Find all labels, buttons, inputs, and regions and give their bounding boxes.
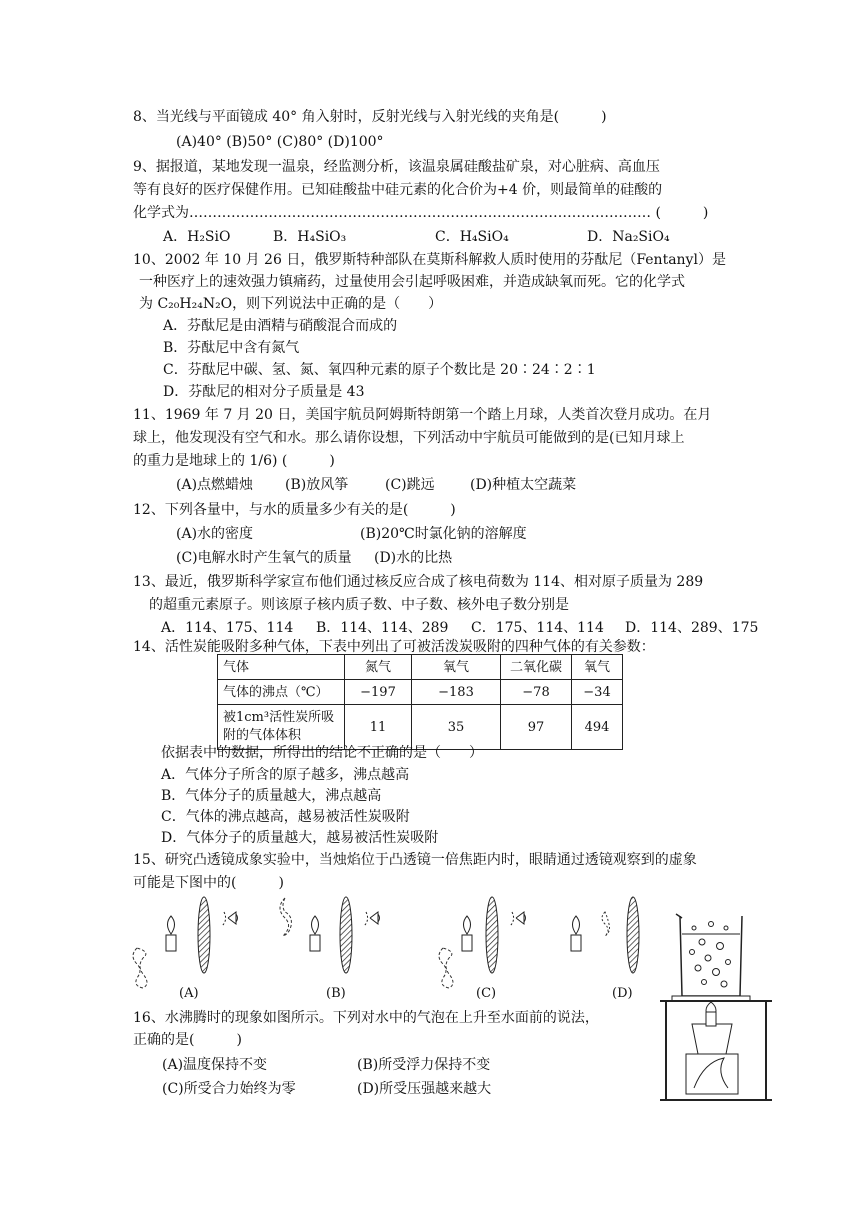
q12-option-d: (D)水的比热 [374,550,453,566]
q9-line3: 化学式为……………………………………………………………………………………… ( ) [133,205,709,221]
table-cell: 气体 [218,655,345,680]
figure-c-lens-setup [439,897,526,988]
q11-line3: 的重力是地球上的 1/6) ( ) [133,453,335,469]
q11-option-b: (B)放风筝 [285,477,349,493]
q9-line1: 9、据报道，某地发现一温泉，经监测分析，该温泉属硅酸盐矿泉，对心脏病、高血压 [133,159,660,175]
q9-option-d: D．Na₂SiO₄ [587,229,670,245]
q10-option-b: B．芬酞尼中含有氮气 [163,340,300,356]
q9-line2: 等有良好的医疗保健作用。已知硅酸盐中硅元素的化合价为+4 价，则最简单的硅酸的 [133,182,663,198]
q10-line1: 10、2002 年 10 月 26 日，俄罗斯特种部队在莫斯科解救人质时使用的芬酞尼（Fentanyl）是 [133,252,726,268]
q14-question: 依据表中的数据，所得出的结论不正确的是（ ） [161,745,483,761]
figure-b-lens-setup [280,897,380,973]
q10-option-a: A．芬酞尼是由酒精与硝酸混合而成的 [163,318,398,334]
table-cell: 494 [572,705,623,750]
table-cell: 氧气 [572,655,623,680]
q14-option-d: D．气体分子的质量越大，越易被活性炭吸附 [161,830,439,846]
boiling-water-apparatus [656,912,776,1102]
figure-label-d: (D) [612,986,633,1001]
q9-option-c: C．H₄SiO₄ [435,229,509,245]
figure-label-b: (B) [326,986,346,1001]
table-cell: 气体的沸点（℃） [218,680,345,705]
q9-option-b: B．H₄SiO₃ [273,229,347,245]
q13-option-d: D．114、289、175 [625,620,759,636]
q9-option-a: A．H₂SiO [163,229,231,245]
q11-line2: 球上，他发现没有空气和水。那么请你设想，下列活动中宇航员可能做到的是(已知月球上 [133,430,685,446]
q13-option-c: C．175、114、114 [471,620,604,636]
q13-line2: 的超重元素原子。则该原子核内质子数、中子数、核外电子数分别是 [149,597,569,613]
q8-options: (A)40° (B)50° (C)80° (D)100° [176,134,384,150]
q16-option-d: (D)所受压强越来越大 [357,1081,492,1097]
q13-option-b: B．114、114、289 [316,620,449,636]
q10-option-c: C．芬酞尼中碳、氢、氮、氧四种元素的原子个数比是 20∶24∶2∶1 [163,362,596,378]
q10-option-d: D．芬酞尼的相对分子质量是 43 [163,384,365,400]
table-row [218,705,623,750]
table-row [218,680,623,705]
table-cell: 氮气 [345,655,412,680]
q14-option-a: A．气体分子所含的原子越多，沸点越高 [161,767,410,783]
table-cell: 氧气 [412,655,501,680]
q14-option-c: C．气体的沸点越高，越易被活性炭吸附 [161,809,410,825]
table-cell: −78 [501,680,572,705]
q11-option-d: (D)种植太空蔬菜 [470,477,577,493]
q11-line1: 11、1969 年 7 月 20 日，美国宇航员阿姆斯特朗第一个踏上月球，人类首次登月成功。在月 [133,407,712,423]
q16-option-c: (C)所受合力始终为零 [162,1081,296,1097]
table-header-row [218,655,623,680]
q14-option-b: B．气体分子的质量越大，沸点越高 [161,788,382,804]
figure-d-lens-setup [571,897,639,973]
q16-line2: 正确的是( ) [133,1032,242,1048]
q13-line1: 13、最近，俄罗斯科学家宣布他们通过核反应合成了核电荷数为 114、相对原子质量为 289 [133,574,704,590]
q12-stem: 12、下列各量中，与水的质量多少有关的是( ) [133,502,456,518]
table-cell: −197 [345,680,412,705]
table-cell: −34 [572,680,623,705]
q11-option-a: (A)点燃蜡烛 [176,477,254,493]
q10-line3: 为 C₂₀H₂₄N₂O，则下列说法中正确的是（ ） [139,296,443,312]
table-cell: 35 [412,705,501,750]
figure-label-c: (C) [476,986,497,1001]
table-cell: 二氧化碳 [501,655,572,680]
q14-stem: 14、活性炭能吸附多种气体，下表中列出了可被活泼炭吸附的四种气体的有关参数： [133,639,655,655]
q11-option-c: (C)跳远 [385,477,435,493]
table-cell: 被1cm³活性炭所吸附的气体体积 [218,705,345,750]
q15-line2: 可能是下图中的( ) [133,875,284,891]
q12-option-c: (C)电解水时产生氧气的质量 [176,550,352,566]
lens-diagrams [125,890,655,1010]
gas-parameter-table [217,654,623,750]
q12-option-b: (B)20℃时氯化钠的溶解度 [360,526,527,542]
q8-stem: 8、当光线与平面镜成 40° 角入射时，反射光线与入射光线的夹角是( ) [133,109,607,125]
figure-a-lens-setup [133,897,238,988]
table-cell: 97 [501,705,572,750]
q15-line1: 15、研究凸透镜成象实验中，当烛焰位于凸透镜一倍焦距内时，眼睛通过透镜观察到的虚象 [133,852,697,868]
table-cell: −183 [412,680,501,705]
figure-label-a: (A) [179,986,199,1001]
q10-line2: 一种医疗上的速效强力镇痛药，过量使用会引起呼吸困难，并造成缺氧而死。它的化学式 [139,274,685,290]
table-cell: 11 [345,705,412,750]
q12-option-a: (A)水的密度 [176,526,254,542]
q13-option-a: A．114、175、114 [161,620,294,636]
q16-line1: 16、水沸腾时的现象如图所示。下列对水中的气泡在上升至水面前的说法， [133,1010,599,1026]
q16-option-b: (B)所受浮力保持不变 [357,1057,491,1073]
q16-option-a: (A)温度保持不变 [162,1057,268,1073]
